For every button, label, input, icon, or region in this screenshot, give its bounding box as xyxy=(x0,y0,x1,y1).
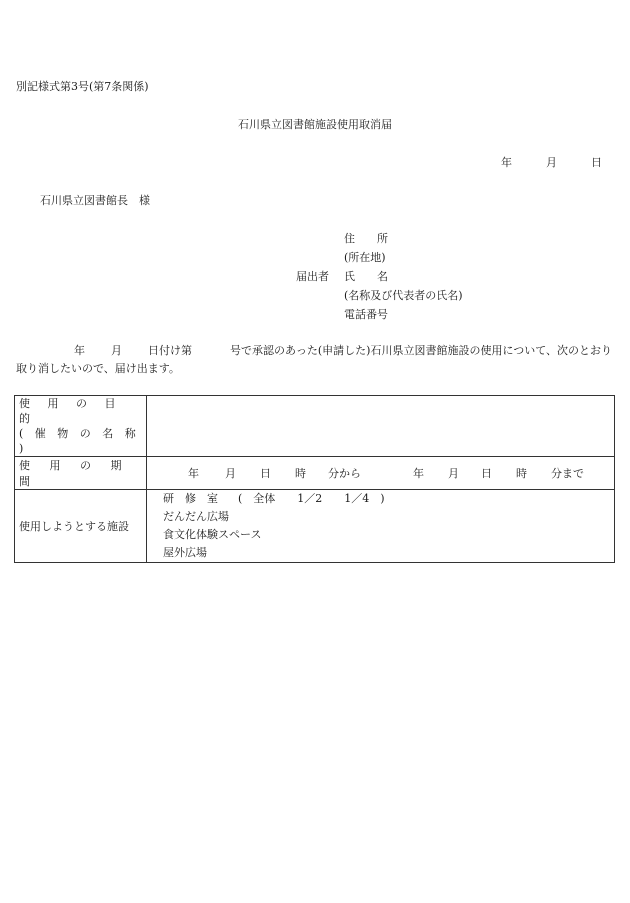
body-year: 年 xyxy=(74,344,85,357)
purpose-row xyxy=(15,396,615,457)
event-name-label: ( 催 物 の 名 称 ) xyxy=(19,427,140,455)
period-from-month: 月 xyxy=(225,467,236,480)
period-from-hour: 時 xyxy=(295,467,306,480)
body-day-no: 日付け第 xyxy=(148,344,192,357)
period-to-min: 分まで xyxy=(551,467,584,480)
purpose-value[interactable] xyxy=(147,396,615,457)
body-rest: 号で承認のあった(申請した)石川県立図書館施設の使用について、次のとおり取り消したいので、届け出ます。 xyxy=(16,344,613,375)
facility-training-room[interactable]: 研 修 室 xyxy=(163,492,218,505)
period-to-year: 年 xyxy=(413,467,424,480)
submitter-label: 届出者 xyxy=(296,270,329,283)
address-label: 住 所 xyxy=(344,232,388,245)
addressee: 石川県立図書館長 様 xyxy=(40,194,150,207)
name-note: (名称及び代表者の氏名) xyxy=(344,289,463,302)
phone-label: 電話番号 xyxy=(344,308,388,321)
period-row xyxy=(15,457,615,490)
period-to-hour: 時 xyxy=(516,467,527,480)
facility-dandan-plaza[interactable]: だんだん広場 xyxy=(163,510,229,523)
facility-header: 使用しようとする施設 xyxy=(15,490,147,563)
period-to-month: 月 xyxy=(448,467,459,480)
date-day: 日 xyxy=(591,156,602,169)
form-reference: 別記様式第3号(第7条関係) xyxy=(16,80,149,93)
cancellation-form-table xyxy=(14,395,615,563)
facility-food-culture-space[interactable]: 食文化体験スペース xyxy=(163,528,262,541)
body-month: 月 xyxy=(111,344,122,357)
name-label: 氏 名 xyxy=(344,270,388,283)
period-value[interactable] xyxy=(147,457,615,490)
location-label: (所在地) xyxy=(344,251,386,264)
date-line xyxy=(501,156,602,170)
period-header: 使 用 の 期 間 xyxy=(15,457,147,490)
applicant-block xyxy=(296,232,463,327)
date-month: 月 xyxy=(546,156,557,169)
facility-outdoor-plaza[interactable]: 屋外広場 xyxy=(163,546,207,559)
facility-list xyxy=(147,490,615,563)
facility-room-options[interactable]: ( 全体 1／2 1／4 ) xyxy=(238,492,385,505)
period-from-day: 日 xyxy=(260,467,271,480)
purpose-header xyxy=(15,396,147,457)
period-from-min: 分から xyxy=(328,467,361,480)
purpose-label: 使 用 の 目 的 xyxy=(19,397,123,425)
document-title: 石川県立図書館施設使用取消届 xyxy=(238,118,392,131)
date-year: 年 xyxy=(501,156,512,169)
facility-row xyxy=(15,490,615,563)
period-from-year: 年 xyxy=(188,467,199,480)
period-to-day: 日 xyxy=(481,467,492,480)
body-paragraph xyxy=(16,342,616,378)
